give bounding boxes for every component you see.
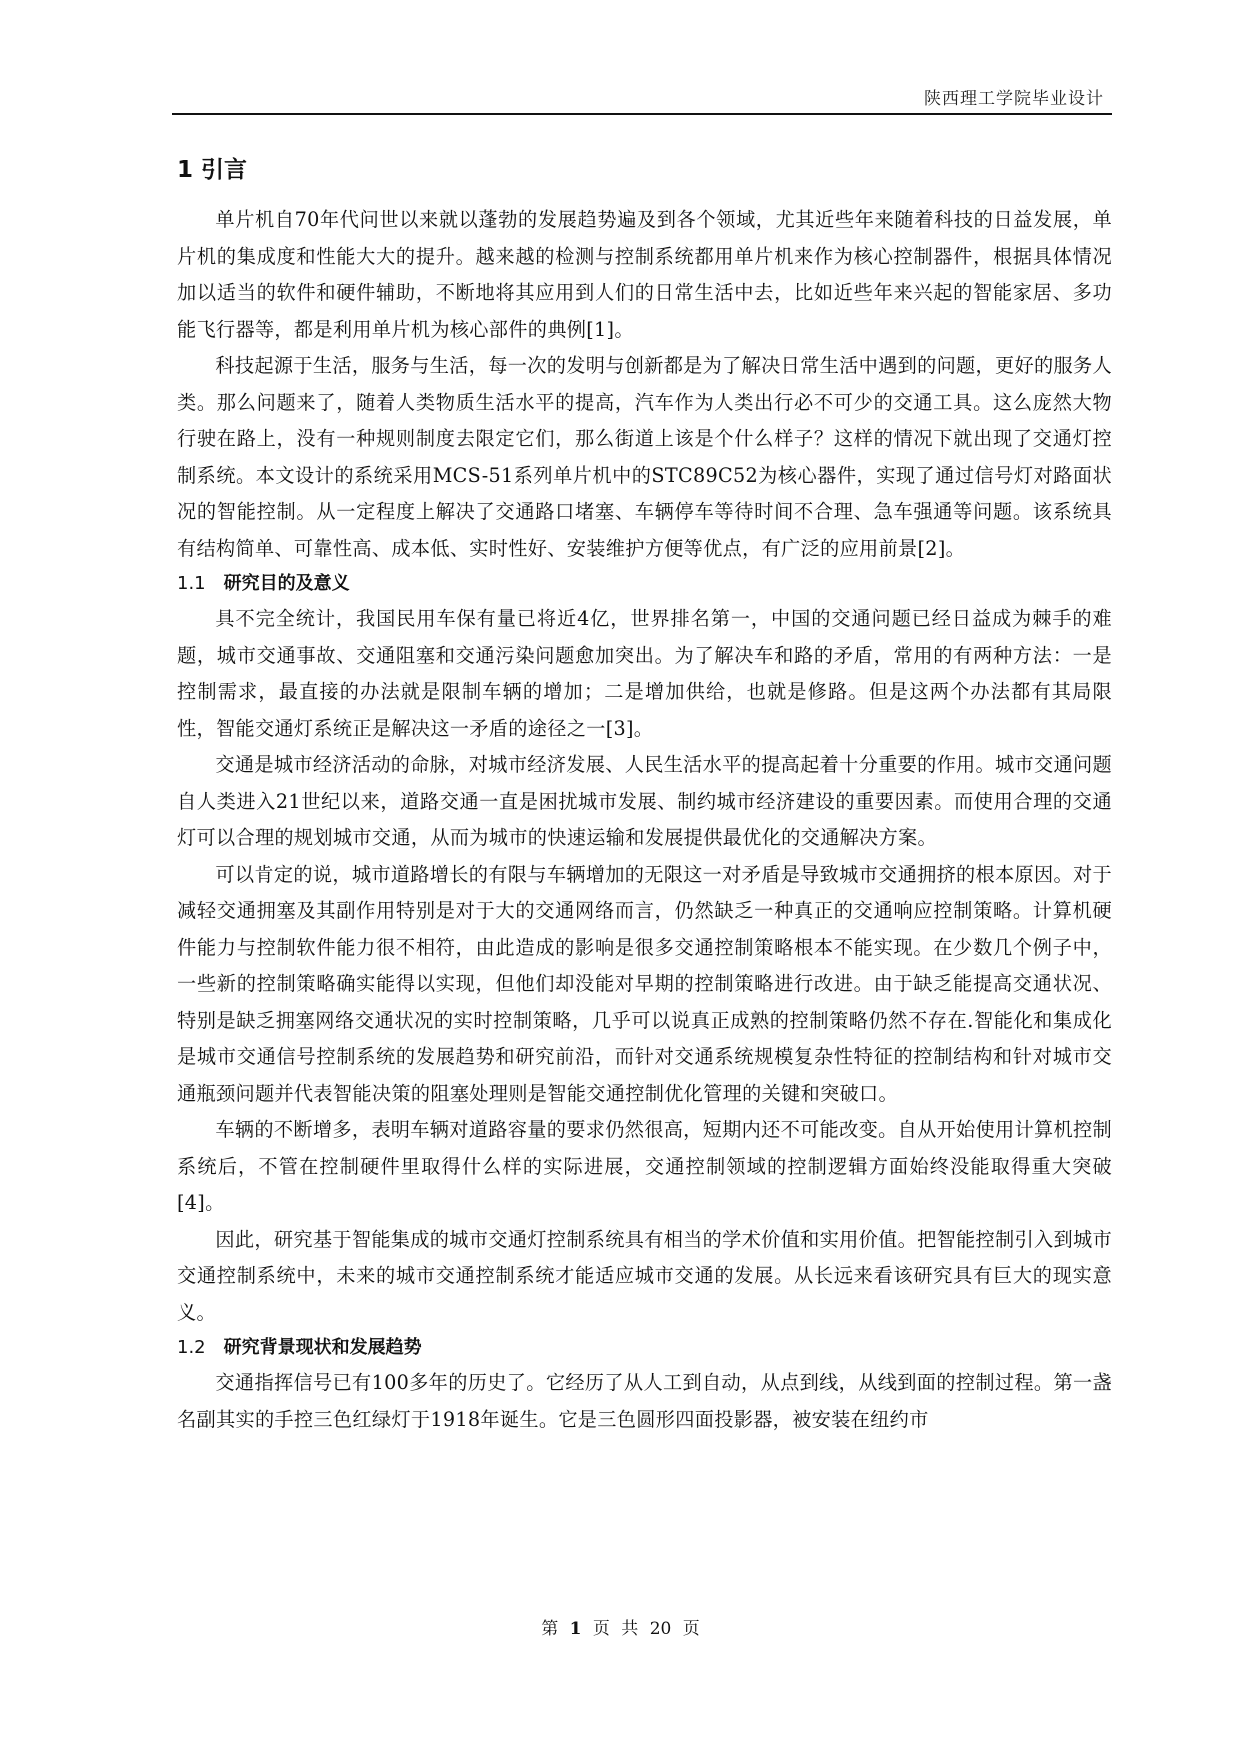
section-heading-1-1 bbox=[177, 567, 1112, 601]
footer-total-pages: 20 bbox=[649, 1619, 672, 1639]
header-divider bbox=[172, 113, 1112, 115]
section-heading-1-2 bbox=[177, 1331, 1112, 1365]
chapter-title: 1 引言 bbox=[177, 157, 248, 183]
section-1-1-paragraph-3: 可以肯定的说，城市道路增长的有限与车辆增加的无限这一对矛盾是导致城市交通拥挤的根本原因。对于减轻交通拥塞及其副作用特别是对于大的交通网络而言，仍然缺乏一种真正的交通响应控制策略。计算机硬件能力与控制软件能力很不相符，由此造成的影响是很多交通控制策略根本不能实现。在少数几个例子中，一些新的控制策略确实能得以实现，但他们却没能对早期的控制策略进行改进。由于缺乏能提高交通状况、特别是缺乏拥塞网络交通状况的实时控制策略，几乎可以说真正成熟的控制策略仍然不存在.智能化和集成化是城市交通信号控制系统的发展趋势和研究前沿，而针对交通系统规模复杂性特征的控制结构和针对城市交通瓶颈问题并代表智能决策的阻塞处理则是智能交通控制优化管理的关键和突破口。 bbox=[177, 862, 1112, 1105]
section-1-1-paragraph-2: 交通是城市经济活动的命脉，对城市经济发展、人民生活水平的提高起着十分重要的作用。城市交通问题自人类进入21世纪以来，道路交通一直是困扰城市发展、制约城市经济建设的重要因素。而使用合理的交通灯可以合理的规划城市交通，从而为城市的快速运输和发展提供最优化的交通解决方案。 bbox=[177, 753, 1112, 849]
section-number: 1.2 bbox=[177, 1337, 206, 1358]
footer-middle: 页 共 bbox=[592, 1619, 639, 1639]
footer-suffix: 页 bbox=[682, 1619, 700, 1639]
footer-prefix: 第 bbox=[541, 1619, 559, 1639]
section-1-1-paragraph-4: 车辆的不断增多，表明车辆对道路容量的要求仍然很高，短期内还不可能改变。自从开始使用计算机控制系统后，不管在控制硬件里取得什么样的实际进展，交通控制领域的控制逻辑方面始终没能取得重大突破[4]。 bbox=[177, 1118, 1112, 1214]
section-title-text: 研究目的及意义 bbox=[223, 573, 350, 594]
page-footer bbox=[0, 1614, 1241, 1639]
section-1-2-paragraph-1: 交通指挥信号已有100多年的历史了。它经历了从人工到自动，从点到线，从线到面的控制过程。第一盏名副其实的手控三色红绿灯于1918年诞生。它是三色圆形四面投影器，被安装在纽约市 bbox=[177, 1371, 1112, 1431]
intro-paragraph-2: 科技起源于生活，服务与生活，每一次的发明与创新都是为了解决日常生活中遇到的问题，更好的服务人类。那么问题来了，随着人类物质生活水平的提高，汽车作为人类出行必不可少的交通工具。这么庞然大物行驶在路上，没有一种规则制度去限定它们，那么街道上该是个什么样子？这样的情况下就出现了交通灯控制系统。本文设计的系统采用MCS-51系列单片机中的STC89C52为核心器件，实现了通过信号灯对路面状况的智能控制。从一定程度上解决了交通路口堵塞、车辆停车等待时间不合理、急车强通等问题。该系统具有结构简单、可靠性高、成本低、实时性好、安装维护方便等优点，有广泛的应用前景[2]。 bbox=[177, 354, 1112, 560]
footer-page-number: 1 bbox=[569, 1619, 582, 1639]
page-body bbox=[177, 140, 1112, 1438]
section-title-text: 研究背景现状和发展趋势 bbox=[223, 1337, 422, 1358]
running-header-title: 陕西理工学院毕业设计 bbox=[924, 89, 1104, 109]
section-1-1-paragraph-1: 具不完全统计，我国民用车保有量已将近4亿，世界排名第一，中国的交通问题已经日益成为棘手的难题，城市交通事故、交通阻塞和交通污染问题愈加突出。为了解决车和路的矛盾，常用的有两种方法：一是控制需求，最直接的办法就是限制车辆的增加；二是增加供给，也就是修路。但是这两个办法都有其局限性，智能交通灯系统正是解决这一矛盾的途径之一[3]。 bbox=[177, 607, 1112, 740]
section-number: 1.1 bbox=[177, 573, 206, 594]
intro-paragraph-1: 单片机自70年代问世以来就以蓬勃的发展趋势遍及到各个领域，尤其近些年来随着科技的日益发展，单片机的集成度和性能大大的提升。越来越的检测与控制系统都用单片机来作为核心控制器件，根据具体情况加以适当的软件和硬件辅助，不断地将其应用到人们的日常生活中去，比如近些年来兴起的智能家居、多功能飞行器等，都是利用单片机为核心部件的典例[1]。 bbox=[177, 208, 1112, 341]
section-1-1-paragraph-5: 因此，研究基于智能集成的城市交通灯控制系统具有相当的学术价值和实用价值。把智能控制引入到城市交通控制系统中，未来的城市交通控制系统才能适应城市交通的发展。从长远来看该研究具有巨大的现实意义。 bbox=[177, 1227, 1112, 1324]
